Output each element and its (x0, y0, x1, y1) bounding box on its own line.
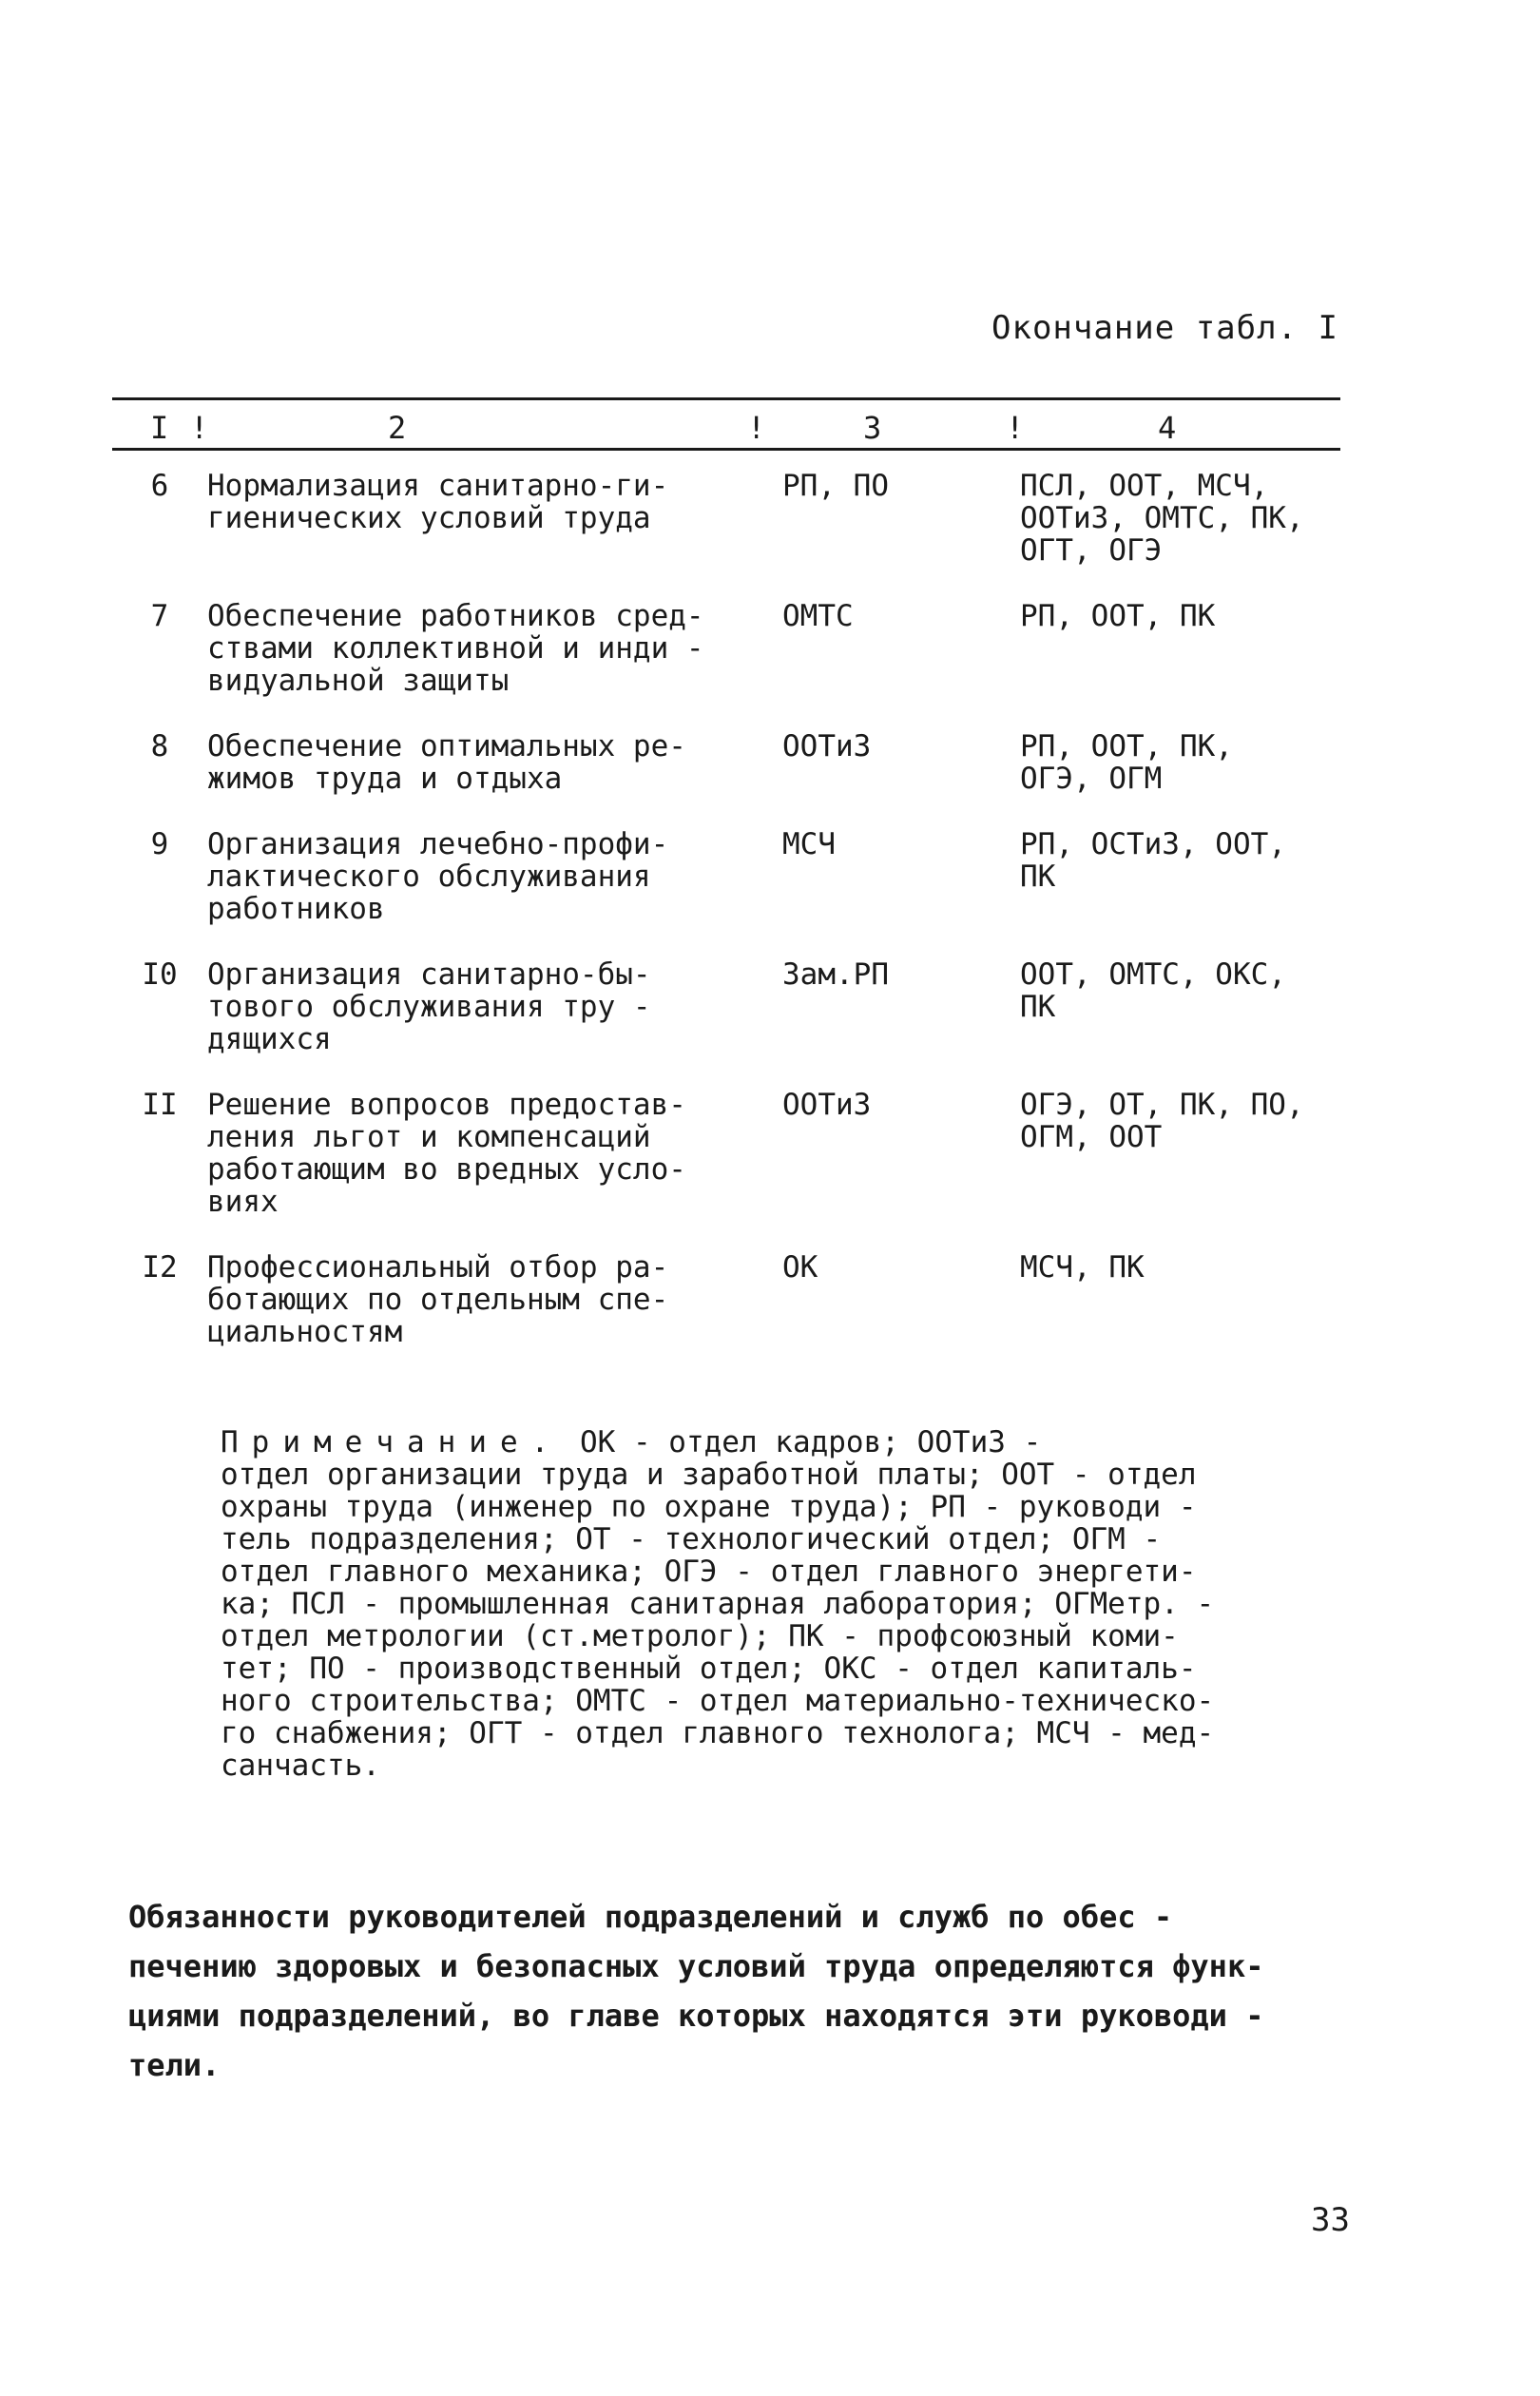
row-measure: Организация санитарно-бы- тового обслуживания тру - дящихся (207, 957, 651, 1056)
header-col-2: 2 (388, 410, 407, 446)
table-note (221, 1426, 1347, 1782)
row-measure: Обеспечение работников сред- ствами коллективной и инди - видуальной защиты (207, 599, 704, 698)
row-responsible: ОК (782, 1250, 818, 1285)
table-row (112, 730, 1340, 795)
header-col-1: I (150, 410, 169, 446)
row-responsible: РП, ПО (782, 469, 889, 503)
row-measure: Нормализация санитарно-ги- гиенических условий труда (207, 469, 669, 535)
row-number: II (142, 1088, 178, 1122)
row-responsible: Зам.РП (782, 957, 889, 992)
header-separator-3: ! (1006, 410, 1025, 446)
row-responsible: ООТиЗ (782, 1088, 872, 1122)
table-body (112, 470, 1340, 1348)
row-responsible: ОМТС (782, 599, 854, 633)
table-row (112, 1251, 1340, 1348)
row-participants: РП, ОСТиЗ, ООТ, ПК (1020, 827, 1286, 894)
table-row (112, 828, 1340, 925)
row-participants: РП, ООТ, ПК (1020, 599, 1216, 633)
row-responsible: МСЧ (782, 827, 836, 861)
body-paragraph: Обязанности руководителей подразделений и служб по обес - печению здоровых и безопасных условий труда определяются функ- циями подразделений, во главе которых находятся эти руководи - тели. (128, 1899, 1264, 2083)
table-row (112, 958, 1340, 1055)
row-responsible: ООТиЗ (782, 729, 872, 763)
row-number: I2 (142, 1250, 178, 1285)
table-row (112, 600, 1340, 697)
row-number: 8 (150, 729, 169, 763)
table-row (112, 1089, 1340, 1218)
row-number: 7 (150, 599, 169, 633)
table-header-row (112, 400, 1340, 448)
row-measure: Профессиональный отбор ра- ботающих по отдельным спе- циальностям (207, 1250, 669, 1349)
row-measure: Обеспечение оптимальных ре- жимов труда и отдыха (207, 729, 686, 796)
row-participants: ОГЭ, ОТ, ПК, ПО, ОГМ, ООТ (1020, 1088, 1304, 1154)
table-header-rule (112, 448, 1340, 451)
header-col-4: 4 (1158, 410, 1177, 446)
table-caption: Окончание табл. I (991, 309, 1338, 347)
row-participants: МСЧ, ПК (1020, 1250, 1145, 1285)
row-participants: РП, ООТ, ПК, ОГЭ, ОГМ (1020, 729, 1233, 796)
row-measure: Решение вопросов предостав- ления льгот и компенсаций работающим во вредных усло- виях (207, 1088, 686, 1219)
responsibility-table (112, 397, 1340, 1382)
row-number: I0 (142, 957, 178, 992)
note-text: ОК - отдел кадров; ООТиЗ - отдел организации труда и заработной платы; ООТ - отдел охраны труда (инженер по охране труда); РП - руководи - тель подразделения; ОТ - технологический отдел; ОГМ - отдел главного механика; ОГЭ - отдел главного энергети- ка; ПСЛ - промышленная санитарная лаборатория; ОГМетр. - отдел метрологии (ст.метролог); ПК - профсоюзный коми- тет; ПО - производственный отдел; ОКС - отдел капиталь- ного строительства; ОМТС - отдел материально-техническо- го снабжения; ОГТ - отдел главного технолога; МСЧ - мед- санчасть. (221, 1425, 1215, 1783)
row-participants: ПСЛ, ООТ, МСЧ, ООТиЗ, ОМТС, ПК, ОГТ, ОГЭ (1020, 469, 1304, 568)
page-number: 33 (1311, 2201, 1350, 2239)
row-number: 9 (150, 827, 169, 861)
header-separator-2: ! (747, 410, 766, 446)
table-row (112, 470, 1340, 567)
row-measure: Организация лечебно-профи- лактического обслуживания работников (207, 827, 669, 926)
row-participants: ООТ, ОМТС, ОКС, ПК (1020, 957, 1286, 1024)
header-col-3: 3 (863, 410, 882, 446)
header-separator-1: ! (190, 410, 209, 446)
note-heading: Примечание. (221, 1425, 563, 1459)
row-number: 6 (150, 469, 169, 503)
